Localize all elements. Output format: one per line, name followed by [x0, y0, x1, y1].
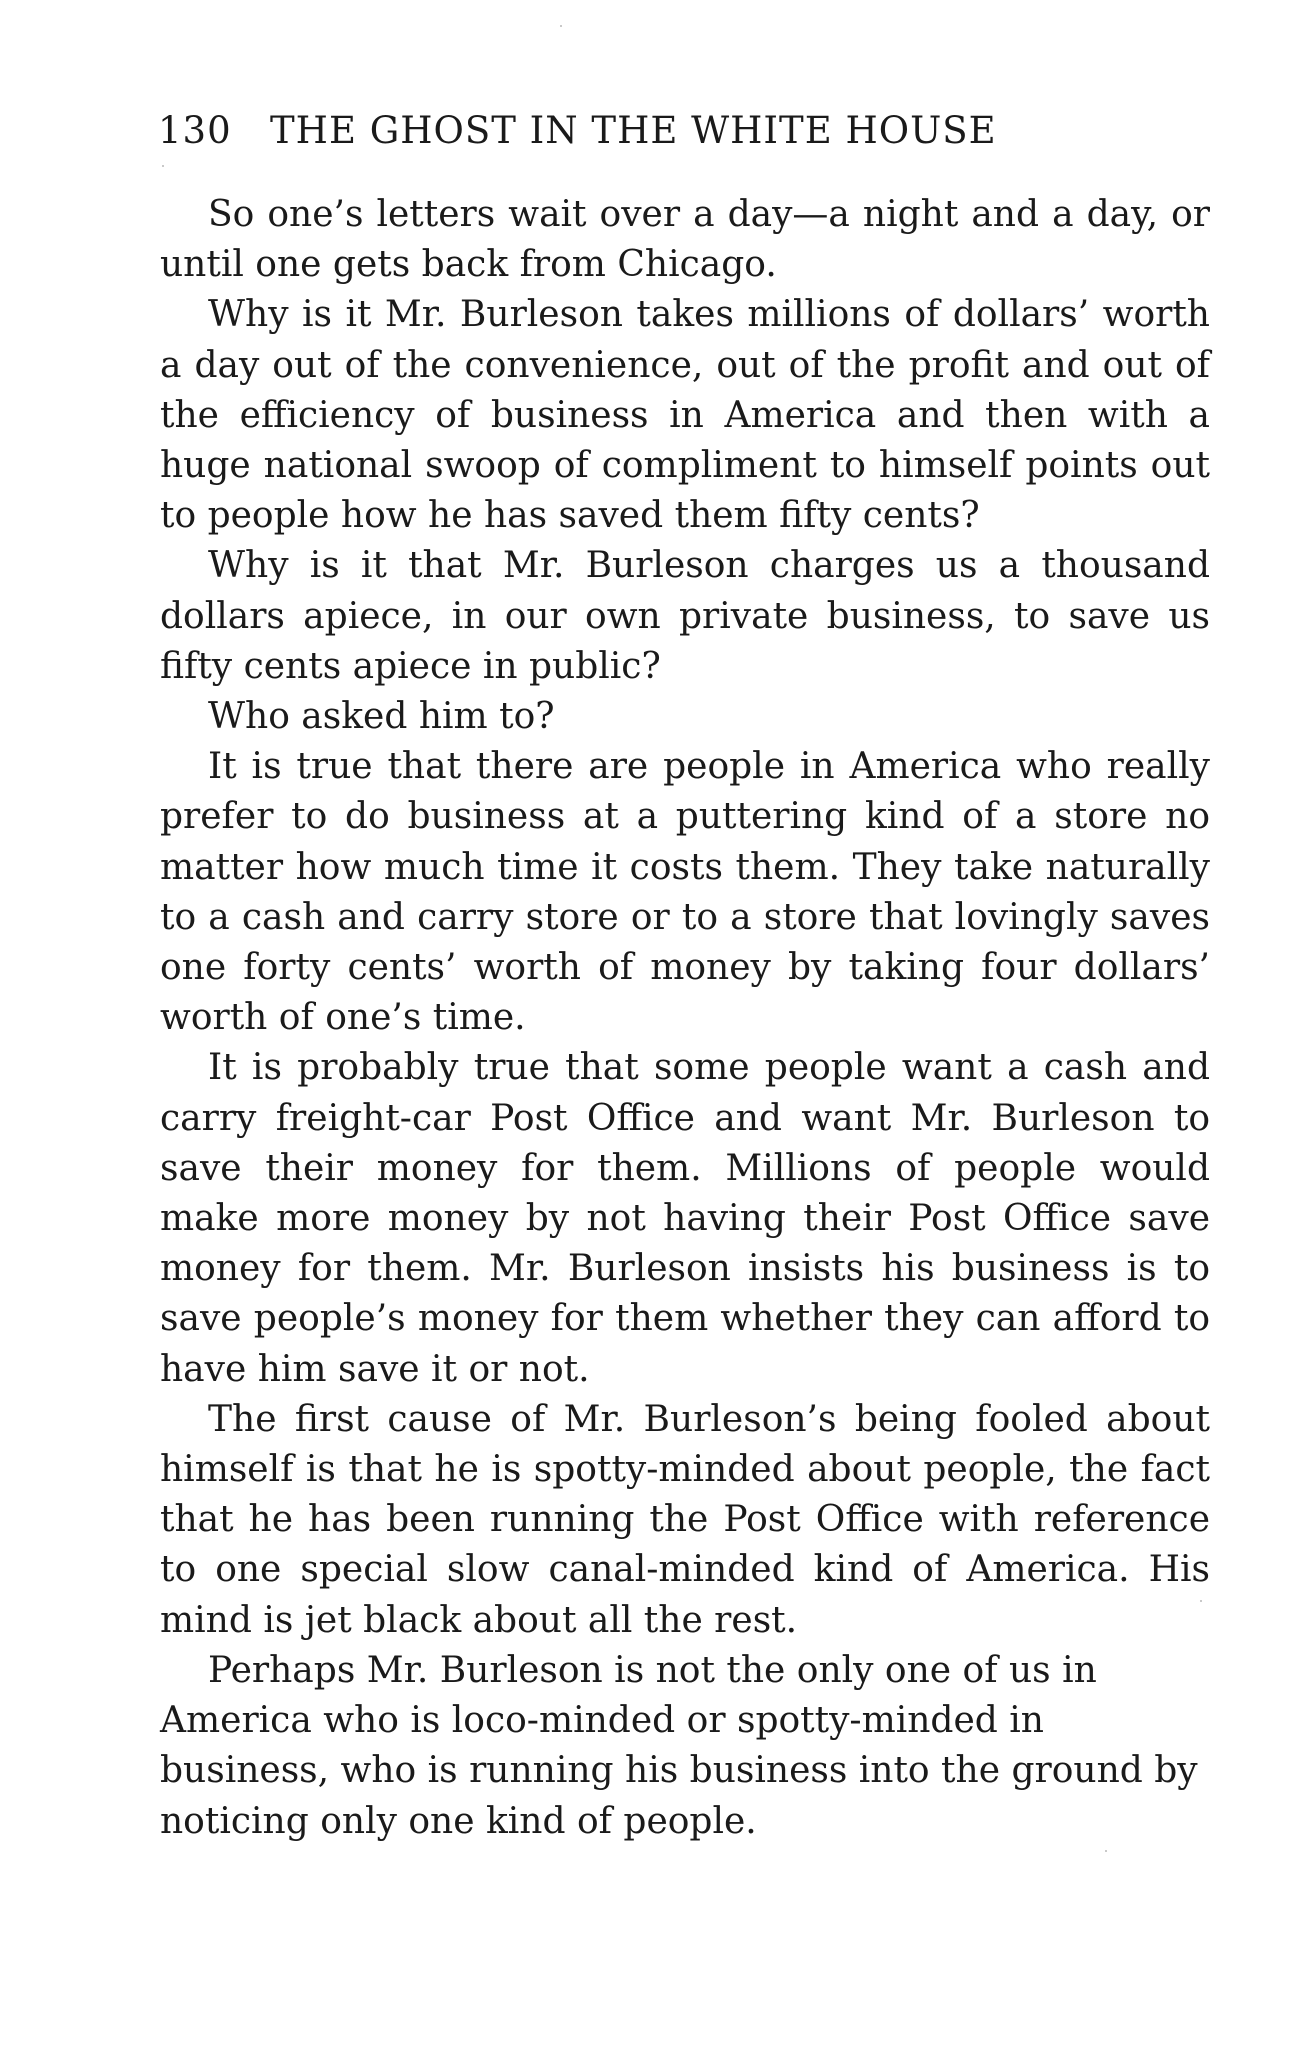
paragraph: So one’s letters wait over a day—a night and a day, or until one gets back from Chicago. — [160, 194, 1210, 286]
paragraph: Why is it that Mr. Burleson charges us a thousand dollars apiece, in our own private business, to save us fifty cents apiece in public? — [160, 545, 1210, 687]
paper-speck — [1105, 1850, 1107, 1852]
paragraph: Perhaps Mr. Burleson is not the only one of us in America who is loco-minded or spotty-minded in business, who is running his business into the ground by noticing only one kind of people. — [160, 1649, 1198, 1842]
body-text — [160, 190, 1210, 1847]
paragraph: The first cause of Mr. Burleson’s being fooled about himself is that he is spotty-minded about people, the fact that he has been running the Post Office with reference to one special slow canal-minded kind of America. His mind is jet black about all the rest. — [160, 1398, 1210, 1641]
paper-speck — [1200, 1600, 1202, 1602]
paragraph: Who asked him to? — [208, 696, 555, 738]
paragraph: Why is it Mr. Burleson takes millions of dollars’ worth a day out of the convenience, out of the profit and out of the efficiency of business in America and then with a huge national swoop of compliment to himself points out to people how he has saved them fifty cents? — [160, 294, 1210, 537]
running-head — [158, 108, 1098, 154]
paragraph: It is true that there are people in America who really prefer to do business at a puttering kind of a store no matter how much time it costs them. They take naturally to a cash and carry store or to a store that lovingly saves one forty cents’ worth of money by taking four dollars’ worth of one’s time. — [160, 746, 1210, 1039]
paragraph: It is probably true that some people want a cash and carry freight-car Post Office and want Mr. Burleson to save their money for them. Millions of people would make more money by not having their Post Office save money for them. Mr. Burleson insists his business is to save people’s money for them whether they can afford to have him save it or not. — [160, 1047, 1210, 1390]
running-title: THE GHOST IN THE WHITE HOUSE — [270, 109, 997, 152]
page-number: 130 — [158, 109, 232, 152]
paper-speck — [560, 25, 562, 27]
paper-speck — [162, 165, 164, 167]
